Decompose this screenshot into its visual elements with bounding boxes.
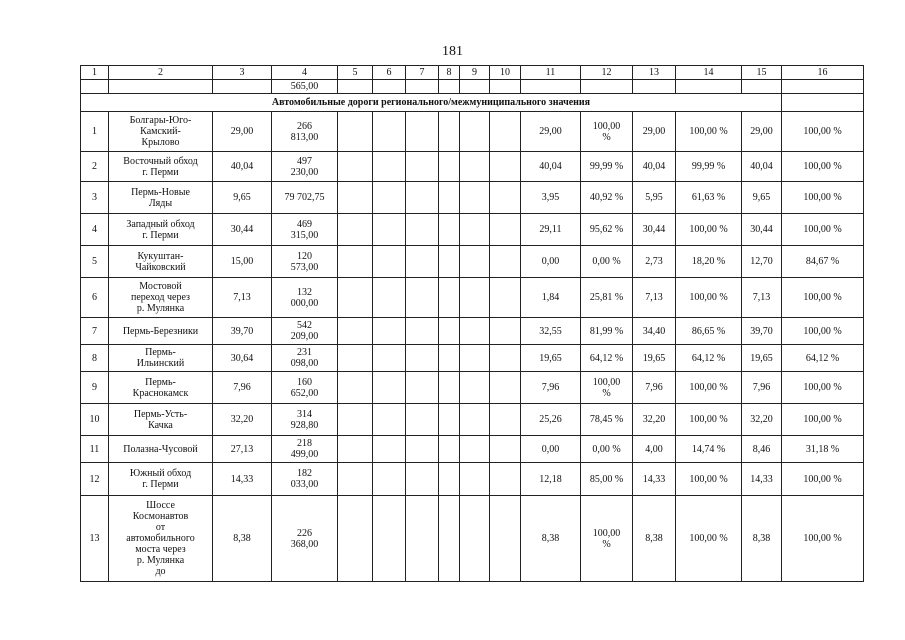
empty-cell bbox=[490, 112, 521, 152]
empty-cell bbox=[490, 436, 521, 463]
col16-percent: 100,00 % bbox=[782, 182, 864, 214]
empty-cell bbox=[406, 278, 439, 318]
col12-percent: 99,99 % bbox=[581, 152, 633, 182]
col15-value: 7,13 bbox=[742, 278, 782, 318]
empty-cell bbox=[490, 246, 521, 278]
col14-percent: 86,65 % bbox=[676, 318, 742, 345]
col12-percent: 0,00 % bbox=[581, 246, 633, 278]
col13-value: 14,33 bbox=[633, 463, 676, 496]
empty-cell bbox=[460, 318, 490, 345]
section-row bbox=[81, 94, 864, 112]
col15-value: 7,96 bbox=[742, 372, 782, 404]
row-number: 4 bbox=[81, 214, 109, 246]
road-name: Пермь-Усть- Качка bbox=[109, 404, 213, 436]
empty-cell bbox=[460, 404, 490, 436]
column-number: 5 bbox=[338, 66, 373, 80]
col14-percent: 14,74 % bbox=[676, 436, 742, 463]
col11-value: 1,84 bbox=[521, 278, 581, 318]
col3-value: 27,13 bbox=[213, 436, 272, 463]
col14-percent: 100,00 % bbox=[676, 463, 742, 496]
empty-cell bbox=[338, 182, 373, 214]
col4-value: 160 652,00 bbox=[272, 372, 338, 404]
col12-percent: 40,92 % bbox=[581, 182, 633, 214]
col13-value: 4,00 bbox=[633, 436, 676, 463]
empty-cell bbox=[490, 214, 521, 246]
table-row bbox=[81, 214, 864, 246]
empty-cell bbox=[373, 318, 406, 345]
col4-value: 542 209,00 bbox=[272, 318, 338, 345]
road-name: Шоссе Космонавтов от автомобильного моста через р. Мулянка до bbox=[109, 496, 213, 582]
empty-cell bbox=[490, 404, 521, 436]
empty-cell bbox=[439, 112, 460, 152]
empty-cell bbox=[406, 463, 439, 496]
empty-cell bbox=[490, 318, 521, 345]
col14-percent: 100,00 % bbox=[676, 112, 742, 152]
col4-value: 266 813,00 bbox=[272, 112, 338, 152]
row-number: 10 bbox=[81, 404, 109, 436]
col11-value: 0,00 bbox=[521, 246, 581, 278]
empty-cell bbox=[338, 214, 373, 246]
col16-percent: 31,18 % bbox=[782, 436, 864, 463]
col4-value: 182 033,00 bbox=[272, 463, 338, 496]
column-number: 13 bbox=[633, 66, 676, 80]
table-row bbox=[81, 318, 864, 345]
row-number: 1 bbox=[81, 112, 109, 152]
col13-value: 30,44 bbox=[633, 214, 676, 246]
empty-cell bbox=[460, 182, 490, 214]
road-name: Пермь- Ильинский bbox=[109, 345, 213, 372]
col12-percent: 78,45 % bbox=[581, 404, 633, 436]
col11-value: 29,11 bbox=[521, 214, 581, 246]
col15-value: 8,46 bbox=[742, 436, 782, 463]
table-row bbox=[81, 278, 864, 318]
road-name: Восточный обход г. Перми bbox=[109, 152, 213, 182]
empty-cell bbox=[406, 372, 439, 404]
empty-cell bbox=[373, 278, 406, 318]
empty-cell bbox=[373, 214, 406, 246]
empty-cell bbox=[439, 246, 460, 278]
column-number: 7 bbox=[406, 66, 439, 80]
empty-cell bbox=[460, 436, 490, 463]
empty-cell bbox=[460, 214, 490, 246]
col15-value: 30,44 bbox=[742, 214, 782, 246]
empty-cell bbox=[490, 372, 521, 404]
empty-cell bbox=[490, 496, 521, 582]
col4-value: 218 499,00 bbox=[272, 436, 338, 463]
page-number: 181 bbox=[442, 44, 463, 59]
road-name: Пермь-Березники bbox=[109, 318, 213, 345]
column-number-row bbox=[81, 66, 864, 80]
empty-cell bbox=[373, 152, 406, 182]
empty-cell bbox=[406, 345, 439, 372]
col3-value: 30,64 bbox=[213, 345, 272, 372]
empty-cell bbox=[373, 372, 406, 404]
column-number: 12 bbox=[581, 66, 633, 80]
col14-percent: 100,00 % bbox=[676, 372, 742, 404]
empty-cell bbox=[338, 112, 373, 152]
empty-cell bbox=[338, 318, 373, 345]
col15-value: 8,38 bbox=[742, 496, 782, 582]
empty-cell bbox=[439, 214, 460, 246]
table-row bbox=[81, 182, 864, 214]
empty-cell bbox=[439, 404, 460, 436]
col11-value: 12,18 bbox=[521, 463, 581, 496]
col15-value: 12,70 bbox=[742, 246, 782, 278]
col16-percent: 100,00 % bbox=[782, 404, 864, 436]
col12-percent: 100,00 % bbox=[581, 496, 633, 582]
col11-value: 32,55 bbox=[521, 318, 581, 345]
col4-value: 314 928,80 bbox=[272, 404, 338, 436]
empty-cell bbox=[460, 152, 490, 182]
col3-value: 7,96 bbox=[213, 372, 272, 404]
col4-value: 120 573,00 bbox=[272, 246, 338, 278]
empty-cell bbox=[439, 152, 460, 182]
column-number: 6 bbox=[373, 66, 406, 80]
col3-value: 39,70 bbox=[213, 318, 272, 345]
roads-table bbox=[80, 65, 864, 582]
empty-cell bbox=[406, 404, 439, 436]
column-number: 1 bbox=[81, 66, 109, 80]
empty-cell bbox=[406, 246, 439, 278]
empty-cell bbox=[338, 436, 373, 463]
empty-cell bbox=[406, 436, 439, 463]
col13-value: 29,00 bbox=[633, 112, 676, 152]
table-row bbox=[81, 463, 864, 496]
col16-percent: 100,00 % bbox=[782, 318, 864, 345]
col13-value: 7,96 bbox=[633, 372, 676, 404]
empty-cell bbox=[373, 246, 406, 278]
col3-value: 15,00 bbox=[213, 246, 272, 278]
column-number: 11 bbox=[521, 66, 581, 80]
row-number: 5 bbox=[81, 246, 109, 278]
col12-percent: 100,00 % bbox=[581, 372, 633, 404]
col11-value: 7,96 bbox=[521, 372, 581, 404]
col12-percent: 95,62 % bbox=[581, 214, 633, 246]
col15-value: 40,04 bbox=[742, 152, 782, 182]
empty-cell bbox=[373, 436, 406, 463]
empty-cell bbox=[373, 463, 406, 496]
col15-value: 32,20 bbox=[742, 404, 782, 436]
empty-cell bbox=[338, 496, 373, 582]
col3-value: 29,00 bbox=[213, 112, 272, 152]
carry-over-row bbox=[81, 80, 864, 94]
empty-cell bbox=[338, 345, 373, 372]
road-name: Пермь-Новые Ляды bbox=[109, 182, 213, 214]
row-number: 9 bbox=[81, 372, 109, 404]
table-row bbox=[81, 112, 864, 152]
empty-cell bbox=[490, 152, 521, 182]
col13-value: 34,40 bbox=[633, 318, 676, 345]
col4-value: 497 230,00 bbox=[272, 152, 338, 182]
carry-over-value: 565,00 bbox=[272, 80, 338, 94]
table-row bbox=[81, 404, 864, 436]
empty-cell bbox=[373, 112, 406, 152]
empty-cell bbox=[406, 182, 439, 214]
empty-cell bbox=[460, 372, 490, 404]
column-number: 15 bbox=[742, 66, 782, 80]
col16-percent: 84,67 % bbox=[782, 246, 864, 278]
empty-cell bbox=[490, 278, 521, 318]
table-row bbox=[81, 345, 864, 372]
road-name: Кукуштан- Чайковский bbox=[109, 246, 213, 278]
col15-value: 19,65 bbox=[742, 345, 782, 372]
col4-value: 226 368,00 bbox=[272, 496, 338, 582]
col13-value: 7,13 bbox=[633, 278, 676, 318]
road-name: Болгары-Юго- Камский- Крылово bbox=[109, 112, 213, 152]
table-row bbox=[81, 246, 864, 278]
col3-value: 14,33 bbox=[213, 463, 272, 496]
road-name: Пермь- Краснокамск bbox=[109, 372, 213, 404]
col16-percent: 64,12 % bbox=[782, 345, 864, 372]
empty-cell bbox=[373, 496, 406, 582]
col14-percent: 100,00 % bbox=[676, 214, 742, 246]
col3-value: 40,04 bbox=[213, 152, 272, 182]
col11-value: 19,65 bbox=[521, 345, 581, 372]
column-number: 9 bbox=[460, 66, 490, 80]
col12-percent: 81,99 % bbox=[581, 318, 633, 345]
col11-value: 3,95 bbox=[521, 182, 581, 214]
col16-percent: 100,00 % bbox=[782, 463, 864, 496]
col16-percent: 100,00 % bbox=[782, 278, 864, 318]
col3-value: 30,44 bbox=[213, 214, 272, 246]
section-title: Автомобильные дороги регионального/межмуниципального значения bbox=[81, 94, 782, 112]
col13-value: 19,65 bbox=[633, 345, 676, 372]
col15-value: 14,33 bbox=[742, 463, 782, 496]
column-number: 16 bbox=[782, 66, 864, 80]
column-number: 2 bbox=[109, 66, 213, 80]
col14-percent: 100,00 % bbox=[676, 278, 742, 318]
empty-cell bbox=[460, 496, 490, 582]
empty-cell bbox=[373, 404, 406, 436]
road-name: Западный обход г. Перми bbox=[109, 214, 213, 246]
row-number: 13 bbox=[81, 496, 109, 582]
empty-cell bbox=[460, 345, 490, 372]
col16-percent: 100,00 % bbox=[782, 496, 864, 582]
col13-value: 2,73 bbox=[633, 246, 676, 278]
col3-value: 8,38 bbox=[213, 496, 272, 582]
col4-value: 469 315,00 bbox=[272, 214, 338, 246]
col14-percent: 100,00 % bbox=[676, 404, 742, 436]
empty-cell bbox=[439, 463, 460, 496]
col13-value: 32,20 bbox=[633, 404, 676, 436]
row-number: 8 bbox=[81, 345, 109, 372]
col15-value: 9,65 bbox=[742, 182, 782, 214]
table-row bbox=[81, 152, 864, 182]
row-number: 12 bbox=[81, 463, 109, 496]
col13-value: 8,38 bbox=[633, 496, 676, 582]
col11-value: 0,00 bbox=[521, 436, 581, 463]
empty-cell bbox=[439, 278, 460, 318]
col16-percent: 100,00 % bbox=[782, 372, 864, 404]
col16-percent: 100,00 % bbox=[782, 152, 864, 182]
col13-value: 40,04 bbox=[633, 152, 676, 182]
empty-cell bbox=[406, 112, 439, 152]
empty-cell bbox=[460, 278, 490, 318]
empty-cell bbox=[406, 496, 439, 582]
col14-percent: 64,12 % bbox=[676, 345, 742, 372]
row-number: 11 bbox=[81, 436, 109, 463]
empty-cell bbox=[439, 182, 460, 214]
empty-cell bbox=[338, 463, 373, 496]
empty-cell bbox=[460, 246, 490, 278]
col4-value: 79 702,75 bbox=[272, 182, 338, 214]
col11-value: 25,26 bbox=[521, 404, 581, 436]
empty-cell bbox=[373, 345, 406, 372]
col14-percent: 100,00 % bbox=[676, 496, 742, 582]
column-number: 14 bbox=[676, 66, 742, 80]
empty-cell bbox=[338, 152, 373, 182]
road-name: Мостовой переход через р. Мулянка bbox=[109, 278, 213, 318]
road-name: Полазна-Чусовой bbox=[109, 436, 213, 463]
row-number: 3 bbox=[81, 182, 109, 214]
col14-percent: 18,20 % bbox=[676, 246, 742, 278]
row-number: 2 bbox=[81, 152, 109, 182]
column-number: 4 bbox=[272, 66, 338, 80]
col11-value: 40,04 bbox=[521, 152, 581, 182]
column-number: 10 bbox=[490, 66, 521, 80]
row-number: 6 bbox=[81, 278, 109, 318]
empty-cell bbox=[490, 182, 521, 214]
col11-value: 8,38 bbox=[521, 496, 581, 582]
col12-percent: 100,00 % bbox=[581, 112, 633, 152]
col4-value: 132 000,00 bbox=[272, 278, 338, 318]
empty-cell bbox=[439, 496, 460, 582]
empty-cell bbox=[490, 463, 521, 496]
row-number: 7 bbox=[81, 318, 109, 345]
empty-cell bbox=[406, 318, 439, 345]
empty-cell bbox=[338, 278, 373, 318]
empty-cell bbox=[406, 214, 439, 246]
col16-percent: 100,00 % bbox=[782, 112, 864, 152]
col12-percent: 64,12 % bbox=[581, 345, 633, 372]
empty-cell bbox=[338, 246, 373, 278]
col16-percent: 100,00 % bbox=[782, 214, 864, 246]
col13-value: 5,95 bbox=[633, 182, 676, 214]
empty-cell bbox=[439, 436, 460, 463]
empty-cell bbox=[490, 345, 521, 372]
empty-cell bbox=[439, 372, 460, 404]
col15-value: 39,70 bbox=[742, 318, 782, 345]
empty-cell bbox=[406, 152, 439, 182]
empty-cell bbox=[460, 112, 490, 152]
empty-cell bbox=[373, 182, 406, 214]
col12-percent: 0,00 % bbox=[581, 436, 633, 463]
col12-percent: 25,81 % bbox=[581, 278, 633, 318]
table-row bbox=[81, 496, 864, 582]
empty-cell bbox=[439, 345, 460, 372]
empty-cell bbox=[460, 463, 490, 496]
col12-percent: 85,00 % bbox=[581, 463, 633, 496]
road-name: Южный обход г. Перми bbox=[109, 463, 213, 496]
col14-percent: 61,63 % bbox=[676, 182, 742, 214]
column-number: 8 bbox=[439, 66, 460, 80]
col14-percent: 99,99 % bbox=[676, 152, 742, 182]
col11-value: 29,00 bbox=[521, 112, 581, 152]
table-row bbox=[81, 372, 864, 404]
empty-cell bbox=[338, 404, 373, 436]
col15-value: 29,00 bbox=[742, 112, 782, 152]
col3-value: 7,13 bbox=[213, 278, 272, 318]
col4-value: 231 098,00 bbox=[272, 345, 338, 372]
col3-value: 32,20 bbox=[213, 404, 272, 436]
column-number: 3 bbox=[213, 66, 272, 80]
empty-cell bbox=[439, 318, 460, 345]
col3-value: 9,65 bbox=[213, 182, 272, 214]
table-row bbox=[81, 436, 864, 463]
empty-cell bbox=[338, 372, 373, 404]
